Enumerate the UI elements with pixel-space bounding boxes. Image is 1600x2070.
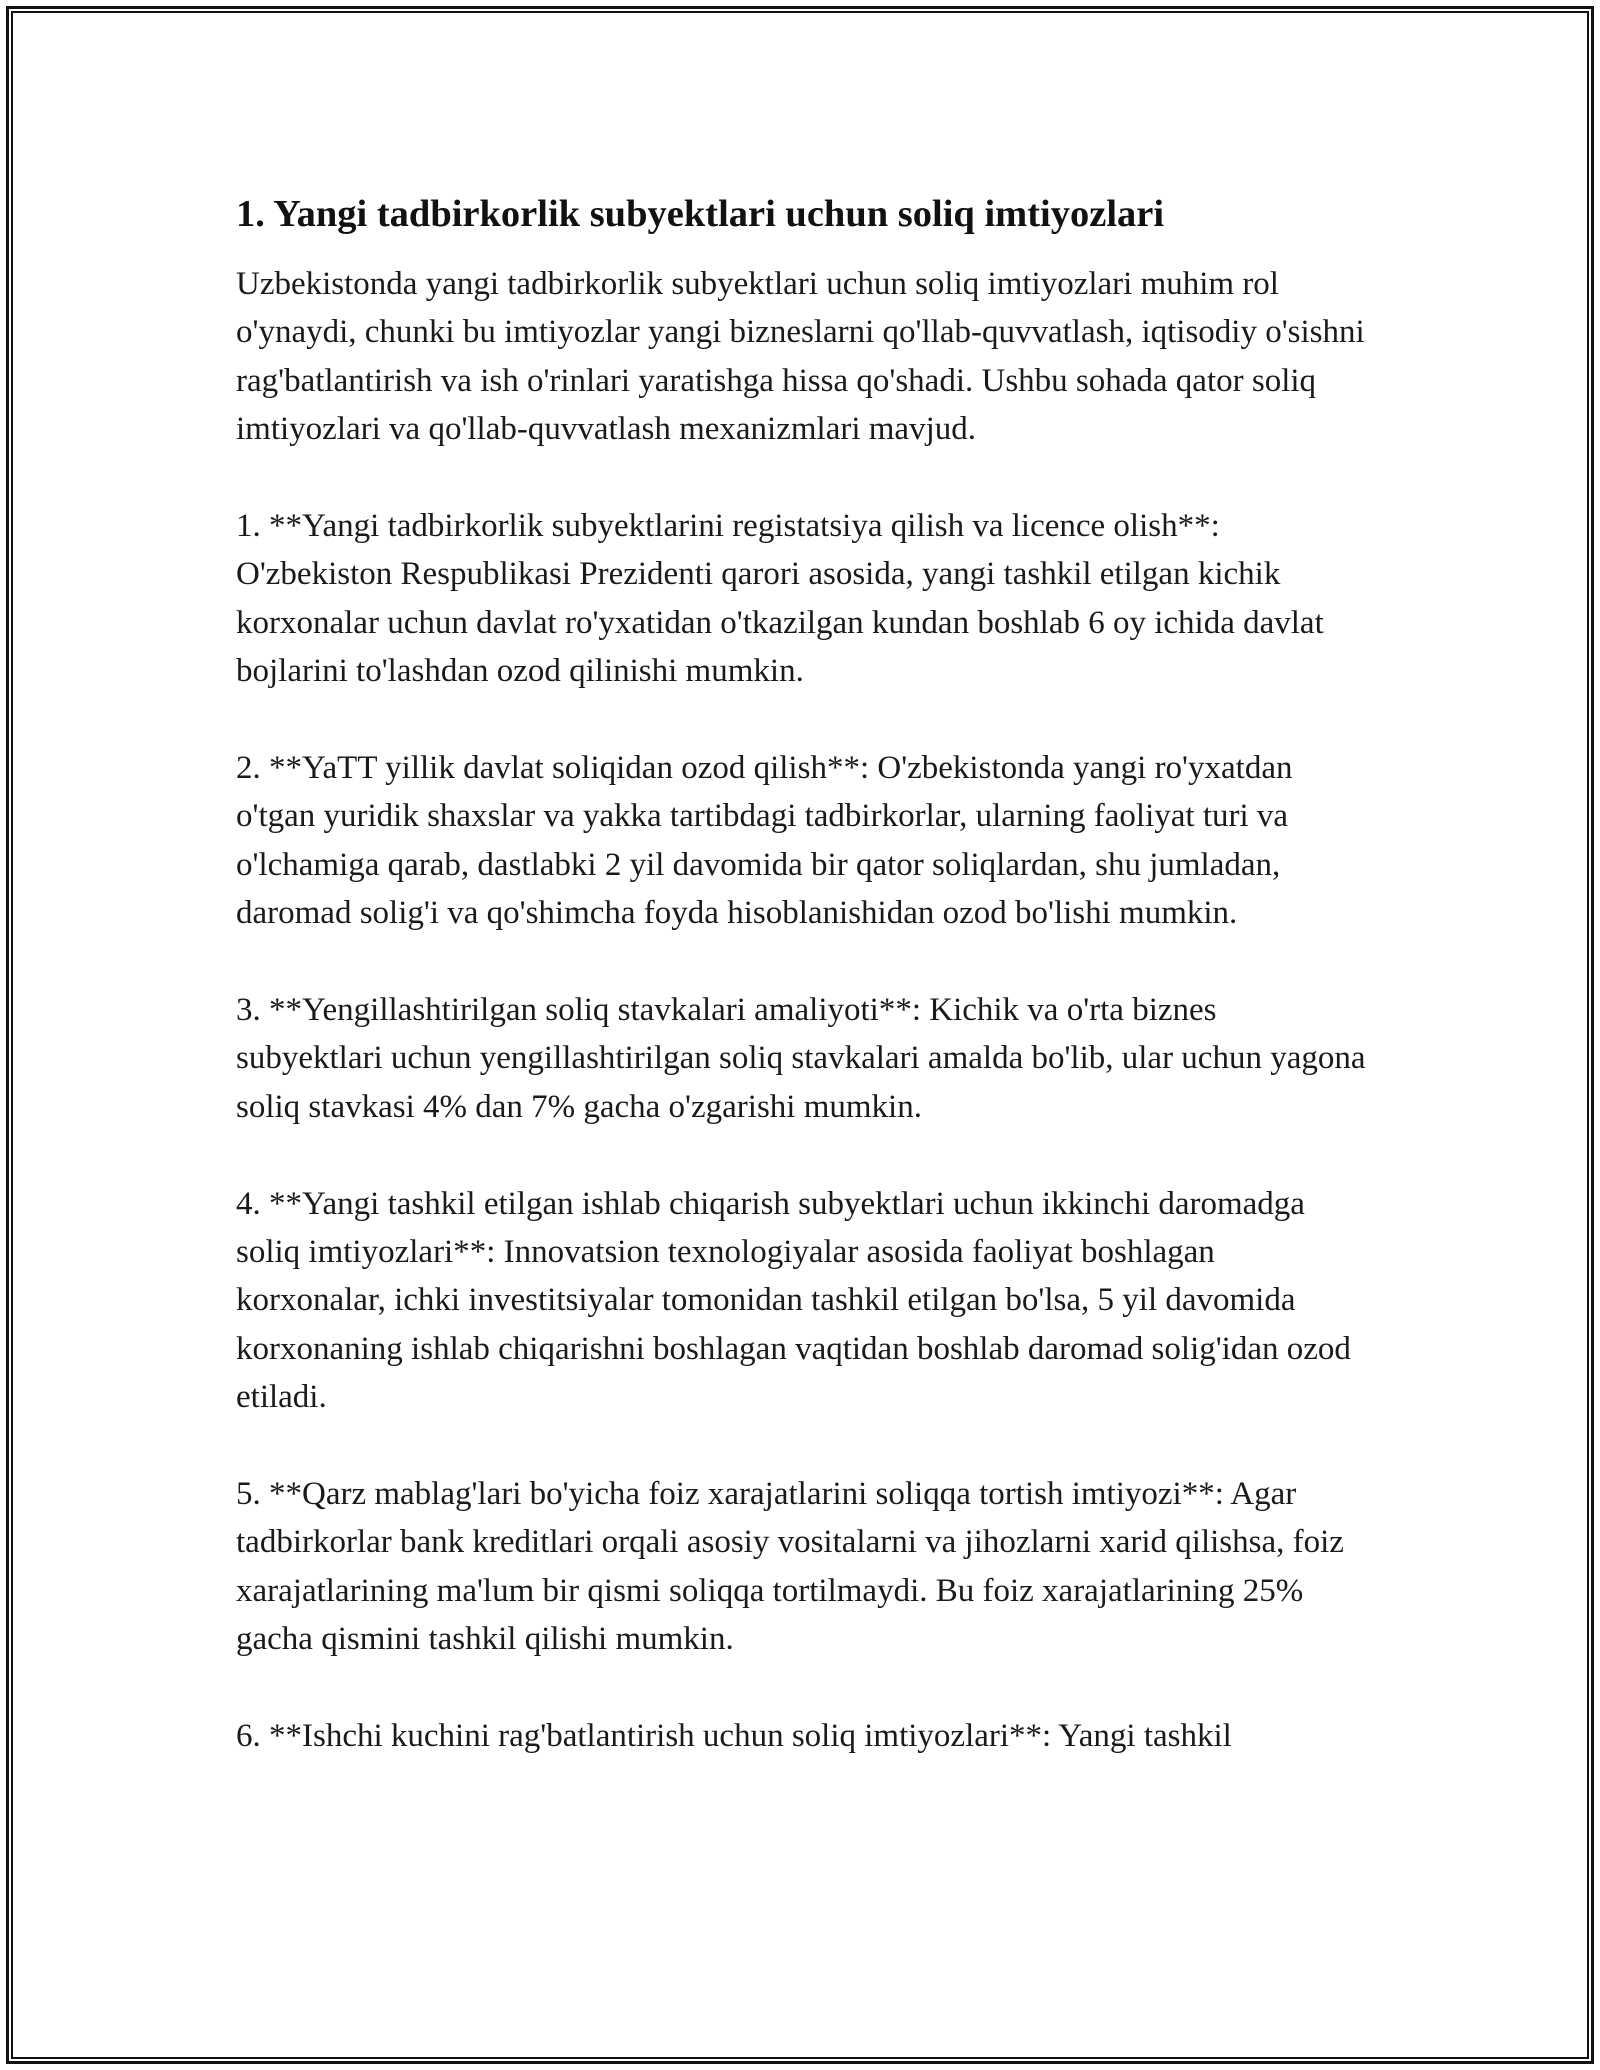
document-title: 1. Yangi tadbirkorlik subyektlari uchun soliq imtiyozlari [236, 193, 1165, 235]
list-item-6-paragraph: 6. **Ishchi kuchini rag'batlantirish uchun soliq imtiyozlari**: Yangi tashkil [236, 1718, 1232, 1755]
list-item-3-paragraph: 3. **Yengillashtirilgan soliq stavkalari amaliyoti**: Kichik va o'rta biznes subyektlari uchun yengillashtirilgan soliq stavkalari amalda bo'lib, ular uchun yagona soliq stavkasi 4% dan 7% gacha o'zgarishi mumkin. [236, 992, 1366, 1125]
list-item-2-paragraph: 2. **YaTT yillik davlat soliqidan ozod qilish**: O'zbekistonda yangi ro'yxatdan o'tgan yuridik shaxslar va yakka tartibdagi tadbirkorlar, ularning faoliyat turi va o'lchamiga qarab, dastlabki 2 yil davomida bir qator soliqlardan, shu jumladan, daromad solig'i va qo'shimcha foyda hisoblanishidan ozod bo'lishi mumkin. [236, 750, 1293, 932]
list-item-5-paragraph: 5. **Qarz mablag'lari bo'yicha foiz xarajatlarini soliqqa tortish imtiyozi**: Agar tadbirkorlar bank kreditlari orqali asosiy vositalarni va jihozlarni xarid qilishsa, foiz xarajatlarining ma'lum bir qismi soliqqa tortilmaydi. Bu foiz xarajatlarining 25% gacha qismini tashkil qilishi mumkin. [236, 1476, 1344, 1658]
list-item-1-paragraph: 1. **Yangi tadbirkorlik subyektlarini registatsiya qilish va licence olish**: O'zbekiston Respublikasi Prezidenti qarori asosida, yangi tashkil etilgan kichik korxonalar uchun davlat ro'yxatidan o'tkazilgan kundan boshlab 6 oy ichida davlat bojlarini to'lashdan ozod qilinishi mumkin. [236, 508, 1324, 690]
list-item-4-paragraph: 4. **Yangi tashkil etilgan ishlab chiqarish subyektlari uchun ikkinchi daromadga soliq imtiyozlari**: Innovatsion texnologiyalar asosida faoliyat boshlagan korxonalar, ichki investitsiyalar tomonidan tashkil etilgan bo'lsa, 5 yil davomida korxonaning ishlab chiqarishni boshlagan vaqtidan boshlab daromad solig'idan ozod etiladi. [236, 1185, 1351, 1416]
intro-paragraph: Uzbekistonda yangi tadbirkorlik subyektlari uchun soliq imtiyozlari muhim rol o'ynaydi, chunki bu imtiyozlar yangi bizneslarni qo'llab-quvvatlash, iqtisodiy o'sishni rag'batlantirish va ish o'rinlari yaratishga hissa qo'shadi. Ushbu sohada qator soliq imtiyozlari va qo'llab-quvvatlash mexanizmlari mavjud. [236, 266, 1365, 448]
document-body [236, 186, 1366, 1761]
